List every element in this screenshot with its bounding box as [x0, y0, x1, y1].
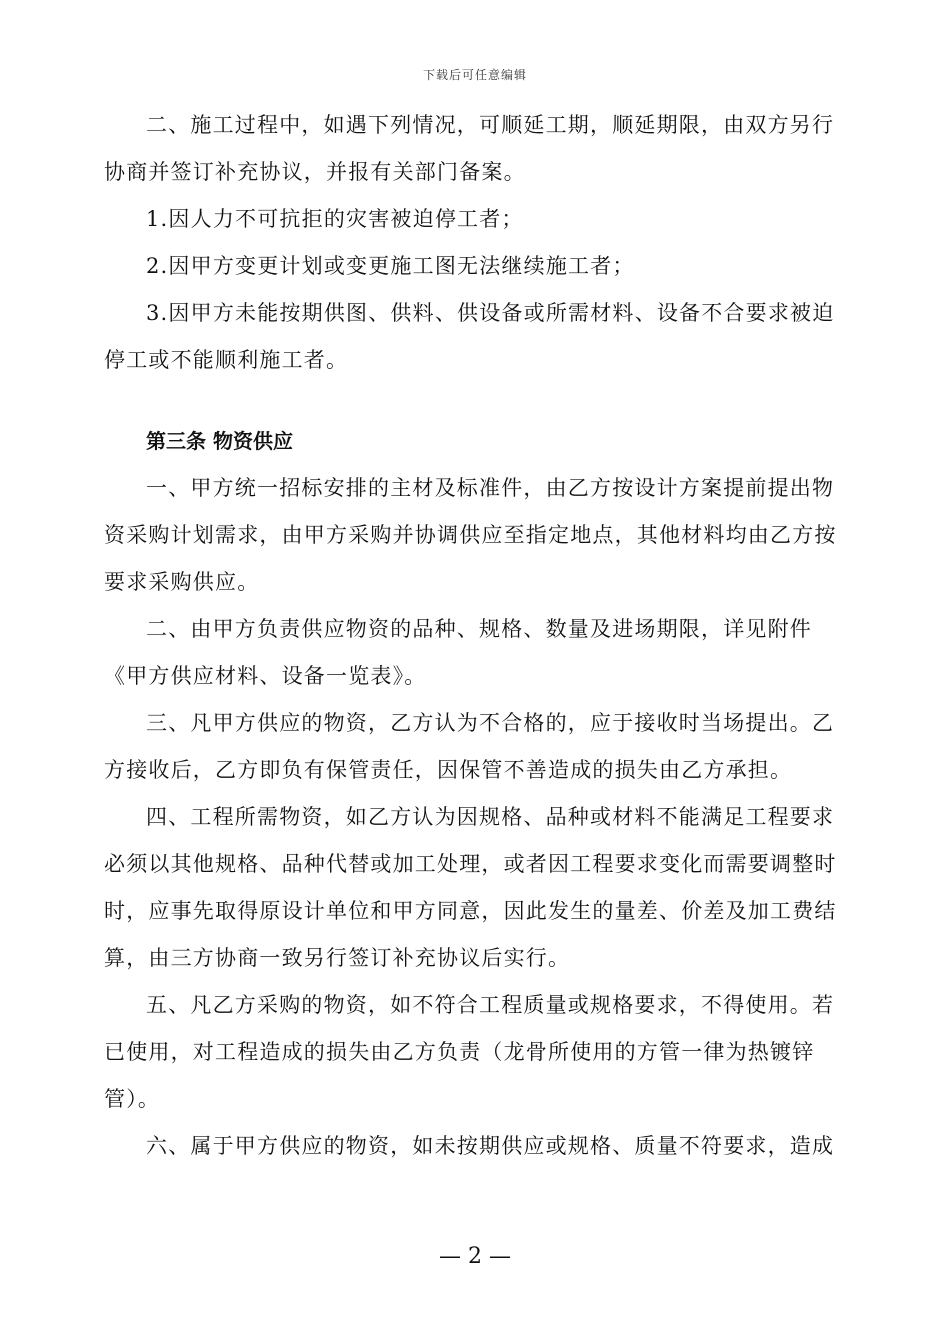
paragraph-line: 一、甲方统一招标安排的主材及标准件，由乙方按设计方案提前提出物: [146, 476, 835, 500]
paragraph-line: 六、属于甲方供应的物资，如未按期供应或规格、质量不符要求，造成: [146, 1134, 835, 1158]
paragraph-line: 四、工程所需物资，如乙方认为因规格、品种或材料不能满足工程要求: [146, 805, 835, 829]
paragraph-line: 二、施工过程中，如遇下列情况，可顺延工期，顺延期限，由双方另行: [146, 113, 835, 137]
paragraph-group-section: [104, 465, 850, 1170]
paragraph: [104, 700, 850, 794]
paragraph-line: 2.因甲方变更计划或变更施工图无法继续施工者；: [146, 254, 635, 278]
paragraph-line: 三、凡甲方供应的物资，乙方认为不合格的，应于接收时当场提出。乙: [146, 711, 835, 735]
paragraph-line: 资采购计划需求，由甲方采购并协调供应至指定地点，其他材料均由乙方按: [104, 523, 837, 547]
page-number: — 2 —: [439, 1244, 511, 1269]
paragraph-line: 时，应事先取得原设计单位和甲方同意，因此发生的量差、价差及加工费结: [104, 899, 837, 923]
paragraph-line: 1.因人力不可抗拒的灾害被迫停工者；: [146, 207, 524, 231]
page-header-note: 下载后可任意编辑: [422, 68, 527, 82]
paragraph: [104, 196, 850, 243]
paragraph-line: 管）。: [104, 1087, 161, 1111]
paragraph: [104, 102, 850, 196]
paragraph: [104, 465, 850, 606]
paragraph-line: 二、由甲方负责供应物资的品种、规格、数量及进场期限，详见附件: [146, 617, 812, 641]
paragraph-line: 《甲方供应材料、设备一览表》。: [104, 664, 427, 688]
paragraph: [104, 290, 850, 384]
paragraph-group-top: [104, 102, 850, 384]
paragraph: [104, 243, 850, 290]
paragraph-line: 停工或不能顺利施工者。: [104, 348, 349, 372]
paragraph: [104, 982, 850, 1123]
paragraph: [104, 794, 850, 982]
paragraph-line: 已使用，对工程造成的损失由乙方负责（龙骨所使用的方管一律为热镀锌: [104, 1040, 815, 1064]
document-body: [104, 102, 850, 1170]
paragraph: [104, 606, 850, 700]
paragraph-line: 方接收后，乙方即负有保管责任，因保管不善造成的损失由乙方承担。: [104, 758, 793, 782]
section-spacer: [104, 384, 850, 418]
paragraph: [104, 1123, 850, 1170]
paragraph-line: 必须以其他规格、品种代替或加工处理，或者因工程要求变化而需要调整时: [104, 852, 837, 876]
paragraph-line: 算，由三方协商一致另行签订补充协议后实行。: [104, 946, 571, 970]
paragraph-line: 要求采购供应。: [104, 570, 260, 594]
paragraph-line: 五、凡乙方采购的物资，如不符合工程质量或规格要求，不得使用。若: [146, 993, 835, 1017]
paragraph-line: 3.因甲方未能按期供图、供料、供设备或所需材料、设备不合要求被迫: [146, 301, 835, 325]
section-heading: 第三条 物资供应: [146, 429, 293, 453]
paragraph-line: 协商并签订补充协议，并报有关部门备案。: [104, 160, 526, 184]
